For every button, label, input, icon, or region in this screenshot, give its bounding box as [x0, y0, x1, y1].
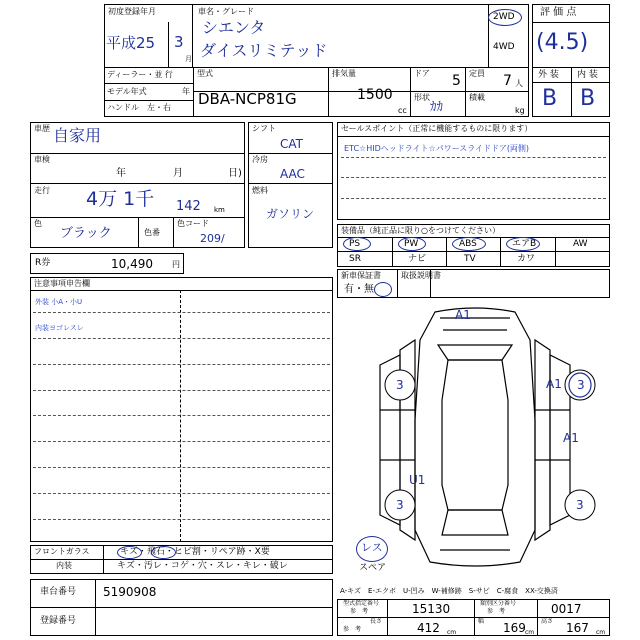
ac-value: AAC [280, 167, 305, 181]
chassis-value: 5190908 [103, 585, 157, 599]
notes-line [33, 415, 330, 416]
equipment-label: 装備品（純正品に限り○をつけてください） [341, 226, 500, 235]
warranty-value: 有・無 [344, 284, 374, 295]
front-glass-label: フロントガラス [34, 547, 90, 556]
recycle-label: R券 [35, 258, 51, 268]
recycle-value: 10,490 [111, 257, 153, 271]
equip-airbag: エアB [512, 239, 537, 249]
shape-value: ｶｶ [430, 100, 443, 115]
notes-section [30, 277, 333, 542]
shaken-label: 車検 [34, 155, 50, 164]
car-name-label: 車名・グレード [198, 7, 254, 16]
grade: ダイスリミテッド [200, 41, 328, 60]
mark-left-rear: U1 [409, 473, 426, 487]
equip-tv: TV [464, 254, 476, 264]
grade-eval-value: (4.5) [536, 30, 589, 55]
divider [138, 217, 139, 248]
divider [532, 22, 610, 23]
year-unit: 年 [182, 87, 190, 96]
width-label: 幅 [478, 618, 485, 625]
registration-label: 登録番号 [40, 616, 77, 626]
divider [193, 67, 194, 117]
warranty-label: 新車保証書 [341, 271, 381, 280]
front-glass-value: キズ・飛石・ヒビ割・リペア跡・X要 [120, 547, 270, 557]
mark-front: A1 [455, 308, 471, 322]
equip-sr: SR [349, 254, 361, 264]
color-value: ブラック [60, 226, 112, 241]
type-cert-value: 15130 [412, 602, 451, 616]
chassis-label: 車台番号 [40, 587, 77, 597]
divider [337, 136, 610, 137]
divider [95, 579, 96, 636]
class-ref: 参 考 [487, 608, 506, 615]
mark-right-front: A1 [546, 377, 562, 391]
length-label: 長さ [370, 618, 383, 625]
sales-line [341, 177, 606, 178]
first-reg-month: 3 [174, 33, 184, 51]
sales-line [341, 198, 606, 199]
mileage-value: 4万 1千 [86, 188, 155, 210]
loading-label: 積載 [469, 93, 485, 102]
shaken-year: 年 [116, 168, 126, 179]
divider [571, 67, 572, 117]
dealer-label: ディーラー・並 行 [107, 70, 173, 79]
divider [30, 290, 333, 291]
color-label: 色 [34, 219, 42, 228]
glass-chip-circle [151, 546, 176, 559]
color-code-value: 209/ [200, 232, 225, 245]
fuel-label: 燃料 [252, 186, 268, 195]
notes-line [33, 493, 330, 494]
damage-legend: A-キズ E-エクボ U-凹み W-補修跡 S-サビ C-腐食 XX-交換済 [340, 587, 558, 595]
divider [392, 237, 393, 267]
mileage-sub: 142 [176, 199, 201, 214]
fuel-value: ガソリン [266, 207, 315, 221]
km-unit: km [214, 206, 225, 214]
equip-aw: AW [573, 239, 588, 249]
divider [337, 251, 610, 252]
interior-value: B [580, 86, 596, 111]
notes-line [33, 441, 330, 442]
color-code-label: 色コード [177, 219, 209, 228]
capacity-label: 定員 [469, 69, 485, 78]
shift-value: CAT [280, 137, 303, 151]
divider [168, 22, 169, 67]
mark-wheel-rr: 3 [576, 498, 584, 512]
class-value: 0017 [551, 602, 582, 616]
grade-eval-label: 評 価 点 [540, 7, 577, 18]
usage-label: 車歴 [34, 124, 50, 133]
divider [173, 217, 174, 248]
divider [328, 67, 329, 117]
divider [500, 237, 501, 267]
exterior-value: B [542, 86, 558, 111]
cc-unit: cc [398, 106, 407, 115]
displacement-label: 排気量 [332, 69, 356, 78]
divider [192, 4, 193, 67]
interior-label: 内 装 [577, 70, 598, 80]
door-label: ドア [414, 69, 430, 78]
divider [104, 100, 193, 101]
shift-label: シフト [252, 124, 276, 133]
sales-line [341, 157, 606, 158]
usage-value: 自家用 [53, 126, 102, 145]
mark-right-rear: A1 [563, 431, 579, 445]
kg-unit: kg [515, 106, 525, 115]
interior-cond-value: キズ・汚レ・コゲ・穴・スレ・キレ・破レ [117, 561, 288, 571]
equip-navi: ナビ [408, 254, 427, 264]
length-ref: 参 考 [343, 626, 362, 633]
height-unit: cm [596, 629, 606, 636]
equip-pw: PW [404, 239, 419, 249]
manual-label: 取扱説明書 [401, 271, 441, 280]
notes-label: 注意事項申告欄 [34, 279, 90, 288]
type-label: 型式 [197, 69, 213, 78]
divider [555, 237, 556, 267]
color-no-label: 色番 [144, 228, 160, 237]
divider [410, 67, 411, 117]
drive-2wd: 2WD [493, 12, 515, 22]
class-label: 類別区分番号 [480, 600, 517, 607]
notes-line2: 内装ヨゴレスレ [35, 324, 84, 332]
divider [30, 183, 245, 184]
divider [465, 67, 466, 117]
recycle-section [30, 253, 184, 274]
shape-label: 形状 [414, 93, 430, 102]
mark-wheel-fr: 3 [577, 378, 585, 392]
divider [248, 183, 333, 184]
height-label: 高さ [541, 618, 554, 625]
equip-ps: PS [349, 239, 361, 249]
notes-line [33, 312, 330, 313]
glass-scratch-circle [117, 546, 142, 559]
spare-text: スペア [359, 563, 387, 573]
first-reg-era: 平成25 [106, 34, 156, 52]
sales-points-label: セールスポイント（正常に機能するものに限ります） [341, 124, 533, 133]
exterior-label: 外 装 [538, 70, 559, 80]
mark-wheel-rl: 3 [396, 498, 404, 512]
handle-label: ハンドル 左・右 [107, 103, 171, 112]
length-value: 412 [417, 621, 440, 635]
notes-line [33, 338, 330, 339]
interior-cond-label: 内装 [56, 561, 72, 570]
type-cert-label: 型式指定番号 [343, 600, 380, 607]
divider [30, 153, 245, 154]
divider [104, 83, 193, 84]
type-cert-ref: 参 考 [350, 608, 369, 615]
divider [103, 545, 104, 574]
first-reg-label: 初度登録年月 [108, 7, 156, 16]
width-value: 169 [503, 621, 526, 635]
person-unit: 人 [515, 79, 523, 88]
notes-line [33, 467, 330, 468]
mileage-label: 走行 [34, 186, 50, 195]
divider [30, 559, 333, 560]
notes-line1: 外装 小A・小U [35, 298, 83, 306]
sales-point-line1: ETC☆HIDヘッドライト☆パワースライドドア(両側) [344, 144, 530, 153]
divider [397, 269, 398, 298]
notes-line [33, 390, 330, 391]
divider [537, 599, 538, 636]
model-year-label: モデル年式 [107, 87, 147, 96]
equip-leather: カワ [517, 254, 536, 264]
notes-line [33, 519, 330, 520]
length-unit: cm [447, 629, 457, 636]
divider [387, 599, 388, 636]
divider [474, 599, 475, 636]
car-name: シエンタ [202, 18, 266, 37]
height-value: 167 [566, 621, 589, 635]
shaken-month: 月 [173, 168, 183, 179]
spare-label: レス [361, 541, 383, 554]
displacement-value: 1500 [357, 87, 393, 103]
type-value: DBA-NCP81G [198, 90, 297, 108]
door-value: 5 [452, 73, 461, 89]
mark-wheel-fl: 3 [396, 378, 404, 392]
divider [180, 290, 181, 542]
divider [248, 153, 333, 154]
equip-abs: ABS [459, 239, 477, 249]
month-unit: 月 [185, 55, 192, 63]
width-unit: cm [525, 629, 535, 636]
drive-4wd: 4WD [493, 42, 515, 52]
divider [30, 607, 333, 608]
recycle-unit: 円 [172, 260, 180, 269]
warranty-none-circle [374, 282, 392, 297]
divider [446, 237, 447, 267]
shaken-day: 日) [228, 168, 242, 179]
ac-label: 冷房 [252, 155, 268, 164]
capacity-value: 7 [503, 73, 512, 89]
notes-line [33, 364, 330, 365]
